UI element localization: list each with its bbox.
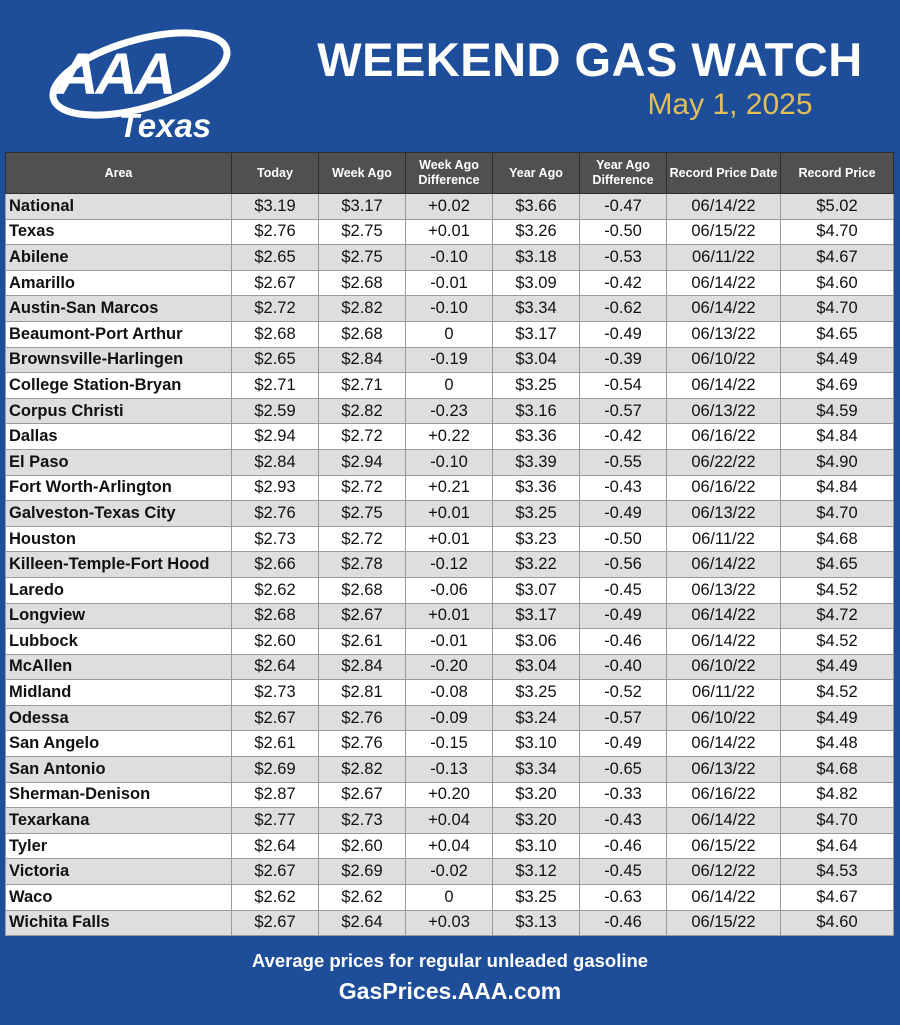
value-cell: $3.19 (232, 194, 319, 220)
table-row (6, 194, 894, 220)
value-cell: $2.76 (232, 219, 319, 245)
value-cell: $4.82 (781, 782, 894, 808)
table-row (6, 782, 894, 808)
value-cell: 06/10/22 (667, 705, 781, 731)
table-row (6, 245, 894, 271)
value-cell: -0.65 (580, 757, 667, 783)
column-header: Today (232, 153, 319, 194)
value-cell: +0.02 (406, 194, 493, 220)
area-cell: Victoria (6, 859, 232, 885)
value-cell: $2.82 (319, 296, 406, 322)
header (0, 0, 900, 150)
column-header: Week Ago Difference (406, 153, 493, 194)
date: May 1, 2025 (647, 88, 813, 121)
value-cell: 06/13/22 (667, 321, 781, 347)
value-cell: $3.10 (493, 833, 580, 859)
value-cell: $3.34 (493, 296, 580, 322)
value-cell: $3.17 (493, 321, 580, 347)
value-cell: 06/14/22 (667, 808, 781, 834)
value-cell: $4.67 (781, 885, 894, 911)
value-cell: $3.13 (493, 910, 580, 936)
value-cell: -0.01 (406, 270, 493, 296)
value-cell: $2.72 (232, 296, 319, 322)
value-cell: $2.65 (232, 347, 319, 373)
footer-website: GasPrices.AAA.com (338, 978, 562, 1004)
value-cell: $2.68 (319, 577, 406, 603)
value-cell: $4.90 (781, 449, 894, 475)
value-cell: $4.53 (781, 859, 894, 885)
value-cell: $4.72 (781, 603, 894, 629)
table-row (6, 629, 894, 655)
logo-sub: Texas (118, 107, 212, 144)
footer-caption: Average prices for regular unleaded gasoline (251, 950, 649, 971)
column-header: Year Ago Difference (580, 153, 667, 194)
value-cell: $2.72 (319, 475, 406, 501)
value-cell: $2.93 (232, 475, 319, 501)
table-row (6, 833, 894, 859)
value-cell: 06/13/22 (667, 398, 781, 424)
value-cell: $2.75 (319, 245, 406, 271)
value-cell: 06/11/22 (667, 680, 781, 706)
value-cell: -0.46 (580, 910, 667, 936)
value-cell: +0.21 (406, 475, 493, 501)
value-cell: -0.49 (580, 321, 667, 347)
value-cell: $3.04 (493, 347, 580, 373)
value-cell: -0.08 (406, 680, 493, 706)
value-cell: 06/14/22 (667, 731, 781, 757)
value-cell: $2.71 (319, 373, 406, 399)
value-cell: 0 (406, 373, 493, 399)
value-cell: -0.42 (580, 424, 667, 450)
area-cell: College Station-Bryan (6, 373, 232, 399)
area-cell: Galveston-Texas City (6, 501, 232, 527)
value-cell: $2.94 (319, 449, 406, 475)
value-cell: 06/15/22 (667, 833, 781, 859)
value-cell: 0 (406, 321, 493, 347)
value-cell: -0.13 (406, 757, 493, 783)
value-cell: $2.64 (232, 833, 319, 859)
footer (0, 948, 900, 1005)
table-row (6, 526, 894, 552)
value-cell: 0 (406, 885, 493, 911)
value-cell: $4.60 (781, 910, 894, 936)
value-cell: +0.04 (406, 808, 493, 834)
value-cell: -0.56 (580, 552, 667, 578)
value-cell: $2.75 (319, 501, 406, 527)
value-cell: -0.57 (580, 398, 667, 424)
value-cell: -0.06 (406, 577, 493, 603)
value-cell: $3.26 (493, 219, 580, 245)
value-cell: +0.01 (406, 603, 493, 629)
area-cell: Dallas (6, 424, 232, 450)
value-cell: +0.01 (406, 501, 493, 527)
value-cell: $4.52 (781, 629, 894, 655)
value-cell: -0.23 (406, 398, 493, 424)
table-row (6, 347, 894, 373)
area-cell: Houston (6, 526, 232, 552)
area-cell: National (6, 194, 232, 220)
gas-price-table (5, 152, 893, 936)
table-row (6, 321, 894, 347)
value-cell: $2.82 (319, 757, 406, 783)
aaa-texas-logo (45, 22, 235, 147)
table-row (6, 757, 894, 783)
table-row (6, 449, 894, 475)
value-cell: +0.22 (406, 424, 493, 450)
value-cell: $2.73 (232, 680, 319, 706)
value-cell: $4.70 (781, 219, 894, 245)
area-cell: San Antonio (6, 757, 232, 783)
value-cell: $2.68 (319, 321, 406, 347)
value-cell: $3.17 (319, 194, 406, 220)
value-cell: $3.12 (493, 859, 580, 885)
area-cell: Corpus Christi (6, 398, 232, 424)
value-cell: -0.12 (406, 552, 493, 578)
logo-text: AAA (56, 42, 174, 107)
table-row (6, 475, 894, 501)
value-cell: -0.45 (580, 577, 667, 603)
area-cell: Midland (6, 680, 232, 706)
value-cell: 06/10/22 (667, 347, 781, 373)
table-row (6, 910, 894, 936)
value-cell: +0.03 (406, 910, 493, 936)
value-cell: 06/11/22 (667, 526, 781, 552)
value-cell: 06/14/22 (667, 194, 781, 220)
value-cell: $3.04 (493, 654, 580, 680)
value-cell: $4.84 (781, 424, 894, 450)
table-row (6, 705, 894, 731)
value-cell: 06/14/22 (667, 296, 781, 322)
value-cell: 06/11/22 (667, 245, 781, 271)
value-cell: -0.42 (580, 270, 667, 296)
value-cell: 06/16/22 (667, 424, 781, 450)
value-cell: $4.70 (781, 501, 894, 527)
value-cell: $3.25 (493, 373, 580, 399)
value-cell: -0.46 (580, 833, 667, 859)
value-cell: $3.36 (493, 424, 580, 450)
value-cell: -0.49 (580, 731, 667, 757)
value-cell: -0.49 (580, 603, 667, 629)
table-row (6, 731, 894, 757)
value-cell: $4.49 (781, 347, 894, 373)
value-cell: $2.62 (232, 577, 319, 603)
value-cell: $2.60 (319, 833, 406, 859)
value-cell: $2.73 (319, 808, 406, 834)
value-cell: -0.01 (406, 629, 493, 655)
value-cell: -0.10 (406, 449, 493, 475)
value-cell: $2.77 (232, 808, 319, 834)
value-cell: $3.22 (493, 552, 580, 578)
value-cell: $2.84 (319, 654, 406, 680)
value-cell: $2.62 (319, 885, 406, 911)
table-row (6, 654, 894, 680)
value-cell: $2.64 (232, 654, 319, 680)
value-cell: $2.59 (232, 398, 319, 424)
value-cell: -0.53 (580, 245, 667, 271)
value-cell: $3.09 (493, 270, 580, 296)
area-cell: Sherman-Denison (6, 782, 232, 808)
table-row (6, 501, 894, 527)
area-cell: Amarillo (6, 270, 232, 296)
value-cell: $2.67 (232, 705, 319, 731)
value-cell: -0.33 (580, 782, 667, 808)
table-row (6, 373, 894, 399)
value-cell: $2.71 (232, 373, 319, 399)
value-cell: $3.18 (493, 245, 580, 271)
column-header: Record Price Date (667, 153, 781, 194)
table-row (6, 885, 894, 911)
value-cell: 06/14/22 (667, 270, 781, 296)
area-cell: Austin-San Marcos (6, 296, 232, 322)
area-cell: Odessa (6, 705, 232, 731)
value-cell: -0.63 (580, 885, 667, 911)
value-cell: 06/14/22 (667, 629, 781, 655)
value-cell: $3.25 (493, 885, 580, 911)
value-cell: $2.66 (232, 552, 319, 578)
table-row (6, 577, 894, 603)
value-cell: $3.06 (493, 629, 580, 655)
value-cell: $2.67 (319, 782, 406, 808)
area-cell: Texarkana (6, 808, 232, 834)
area-cell: Beaumont-Port Arthur (6, 321, 232, 347)
value-cell: $2.84 (319, 347, 406, 373)
area-cell: Killeen-Temple-Fort Hood (6, 552, 232, 578)
column-header: Year Ago (493, 153, 580, 194)
value-cell: $2.76 (232, 501, 319, 527)
column-header: Record Price (781, 153, 894, 194)
value-cell: $2.67 (232, 859, 319, 885)
value-cell: $2.68 (232, 603, 319, 629)
value-cell: $3.36 (493, 475, 580, 501)
page-title: WEEKEND GAS WATCH (317, 33, 863, 86)
area-cell: Waco (6, 885, 232, 911)
table-row (6, 603, 894, 629)
value-cell: 06/13/22 (667, 757, 781, 783)
value-cell: $2.81 (319, 680, 406, 706)
table-row (6, 552, 894, 578)
value-cell: $2.72 (319, 526, 406, 552)
value-cell: +0.01 (406, 219, 493, 245)
value-cell: 06/22/22 (667, 449, 781, 475)
area-cell: Abilene (6, 245, 232, 271)
value-cell: $4.48 (781, 731, 894, 757)
value-cell: -0.43 (580, 475, 667, 501)
value-cell: $2.69 (319, 859, 406, 885)
value-cell: -0.47 (580, 194, 667, 220)
area-cell: San Angelo (6, 731, 232, 757)
value-cell: $4.67 (781, 245, 894, 271)
value-cell: -0.49 (580, 501, 667, 527)
value-cell: $3.07 (493, 577, 580, 603)
value-cell: 06/14/22 (667, 885, 781, 911)
value-cell: $3.66 (493, 194, 580, 220)
table-row (6, 859, 894, 885)
value-cell: 06/15/22 (667, 219, 781, 245)
value-cell: 06/15/22 (667, 910, 781, 936)
value-cell: -0.45 (580, 859, 667, 885)
table-body (6, 194, 894, 936)
value-cell: -0.19 (406, 347, 493, 373)
value-cell: $2.94 (232, 424, 319, 450)
value-cell: 06/13/22 (667, 577, 781, 603)
area-cell: Laredo (6, 577, 232, 603)
value-cell: $2.67 (232, 270, 319, 296)
value-cell: $3.24 (493, 705, 580, 731)
value-cell: $4.60 (781, 270, 894, 296)
value-cell: $2.61 (319, 629, 406, 655)
value-cell: $2.67 (232, 910, 319, 936)
column-header: Week Ago (319, 153, 406, 194)
area-cell: Longview (6, 603, 232, 629)
value-cell: $4.64 (781, 833, 894, 859)
area-cell: Lubbock (6, 629, 232, 655)
value-cell: -0.39 (580, 347, 667, 373)
value-cell: $2.61 (232, 731, 319, 757)
area-cell: Wichita Falls (6, 910, 232, 936)
value-cell: +0.20 (406, 782, 493, 808)
area-cell: El Paso (6, 449, 232, 475)
value-cell: $3.16 (493, 398, 580, 424)
table-row (6, 808, 894, 834)
value-cell: -0.43 (580, 808, 667, 834)
value-cell: $2.87 (232, 782, 319, 808)
value-cell: $2.68 (232, 321, 319, 347)
table-row (6, 219, 894, 245)
value-cell: $2.64 (319, 910, 406, 936)
table-row (6, 680, 894, 706)
value-cell: $2.82 (319, 398, 406, 424)
value-cell: $4.70 (781, 808, 894, 834)
value-cell: -0.46 (580, 629, 667, 655)
value-cell: $4.52 (781, 577, 894, 603)
value-cell: 06/10/22 (667, 654, 781, 680)
value-cell: -0.10 (406, 245, 493, 271)
table-row (6, 296, 894, 322)
value-cell: $2.73 (232, 526, 319, 552)
value-cell: -0.57 (580, 705, 667, 731)
value-cell: $2.68 (319, 270, 406, 296)
value-cell: $3.20 (493, 782, 580, 808)
value-cell: -0.09 (406, 705, 493, 731)
value-cell: +0.04 (406, 833, 493, 859)
value-cell: $2.76 (319, 705, 406, 731)
value-cell: $2.75 (319, 219, 406, 245)
value-cell: 06/16/22 (667, 475, 781, 501)
value-cell: -0.20 (406, 654, 493, 680)
value-cell: $3.25 (493, 680, 580, 706)
value-cell: -0.50 (580, 526, 667, 552)
value-cell: 06/12/22 (667, 859, 781, 885)
value-cell: $2.76 (319, 731, 406, 757)
area-cell: Brownsville-Harlingen (6, 347, 232, 373)
value-cell: $2.78 (319, 552, 406, 578)
value-cell: -0.10 (406, 296, 493, 322)
value-cell: $3.25 (493, 501, 580, 527)
value-cell: $3.20 (493, 808, 580, 834)
value-cell: $4.65 (781, 321, 894, 347)
value-cell: $3.34 (493, 757, 580, 783)
value-cell: 06/14/22 (667, 552, 781, 578)
value-cell: -0.55 (580, 449, 667, 475)
value-cell: $4.49 (781, 654, 894, 680)
value-cell: -0.40 (580, 654, 667, 680)
value-cell: $4.84 (781, 475, 894, 501)
value-cell: -0.52 (580, 680, 667, 706)
value-cell: $3.39 (493, 449, 580, 475)
value-cell: $3.10 (493, 731, 580, 757)
column-header: Area (6, 153, 232, 194)
value-cell: $4.52 (781, 680, 894, 706)
area-cell: Texas (6, 219, 232, 245)
value-cell: 06/14/22 (667, 373, 781, 399)
value-cell: $4.68 (781, 757, 894, 783)
value-cell: $2.69 (232, 757, 319, 783)
value-cell: $2.62 (232, 885, 319, 911)
area-cell: Tyler (6, 833, 232, 859)
table-row (6, 398, 894, 424)
area-cell: Fort Worth-Arlington (6, 475, 232, 501)
value-cell: $4.70 (781, 296, 894, 322)
value-cell: $2.72 (319, 424, 406, 450)
value-cell: -0.54 (580, 373, 667, 399)
value-cell: $2.60 (232, 629, 319, 655)
value-cell: $4.65 (781, 552, 894, 578)
value-cell: $3.23 (493, 526, 580, 552)
value-cell: $2.65 (232, 245, 319, 271)
value-cell: -0.50 (580, 219, 667, 245)
value-cell: -0.62 (580, 296, 667, 322)
value-cell: $4.68 (781, 526, 894, 552)
value-cell: $4.69 (781, 373, 894, 399)
value-cell: $2.67 (319, 603, 406, 629)
area-cell: McAllen (6, 654, 232, 680)
table-row (6, 424, 894, 450)
value-cell: 06/13/22 (667, 501, 781, 527)
value-cell: 06/14/22 (667, 603, 781, 629)
value-cell: $4.59 (781, 398, 894, 424)
value-cell: $2.84 (232, 449, 319, 475)
value-cell: $3.17 (493, 603, 580, 629)
value-cell: $5.02 (781, 194, 894, 220)
value-cell: 06/16/22 (667, 782, 781, 808)
value-cell: -0.02 (406, 859, 493, 885)
table-header-row (6, 153, 894, 194)
value-cell: +0.01 (406, 526, 493, 552)
value-cell: -0.15 (406, 731, 493, 757)
table-row (6, 270, 894, 296)
value-cell: $4.49 (781, 705, 894, 731)
